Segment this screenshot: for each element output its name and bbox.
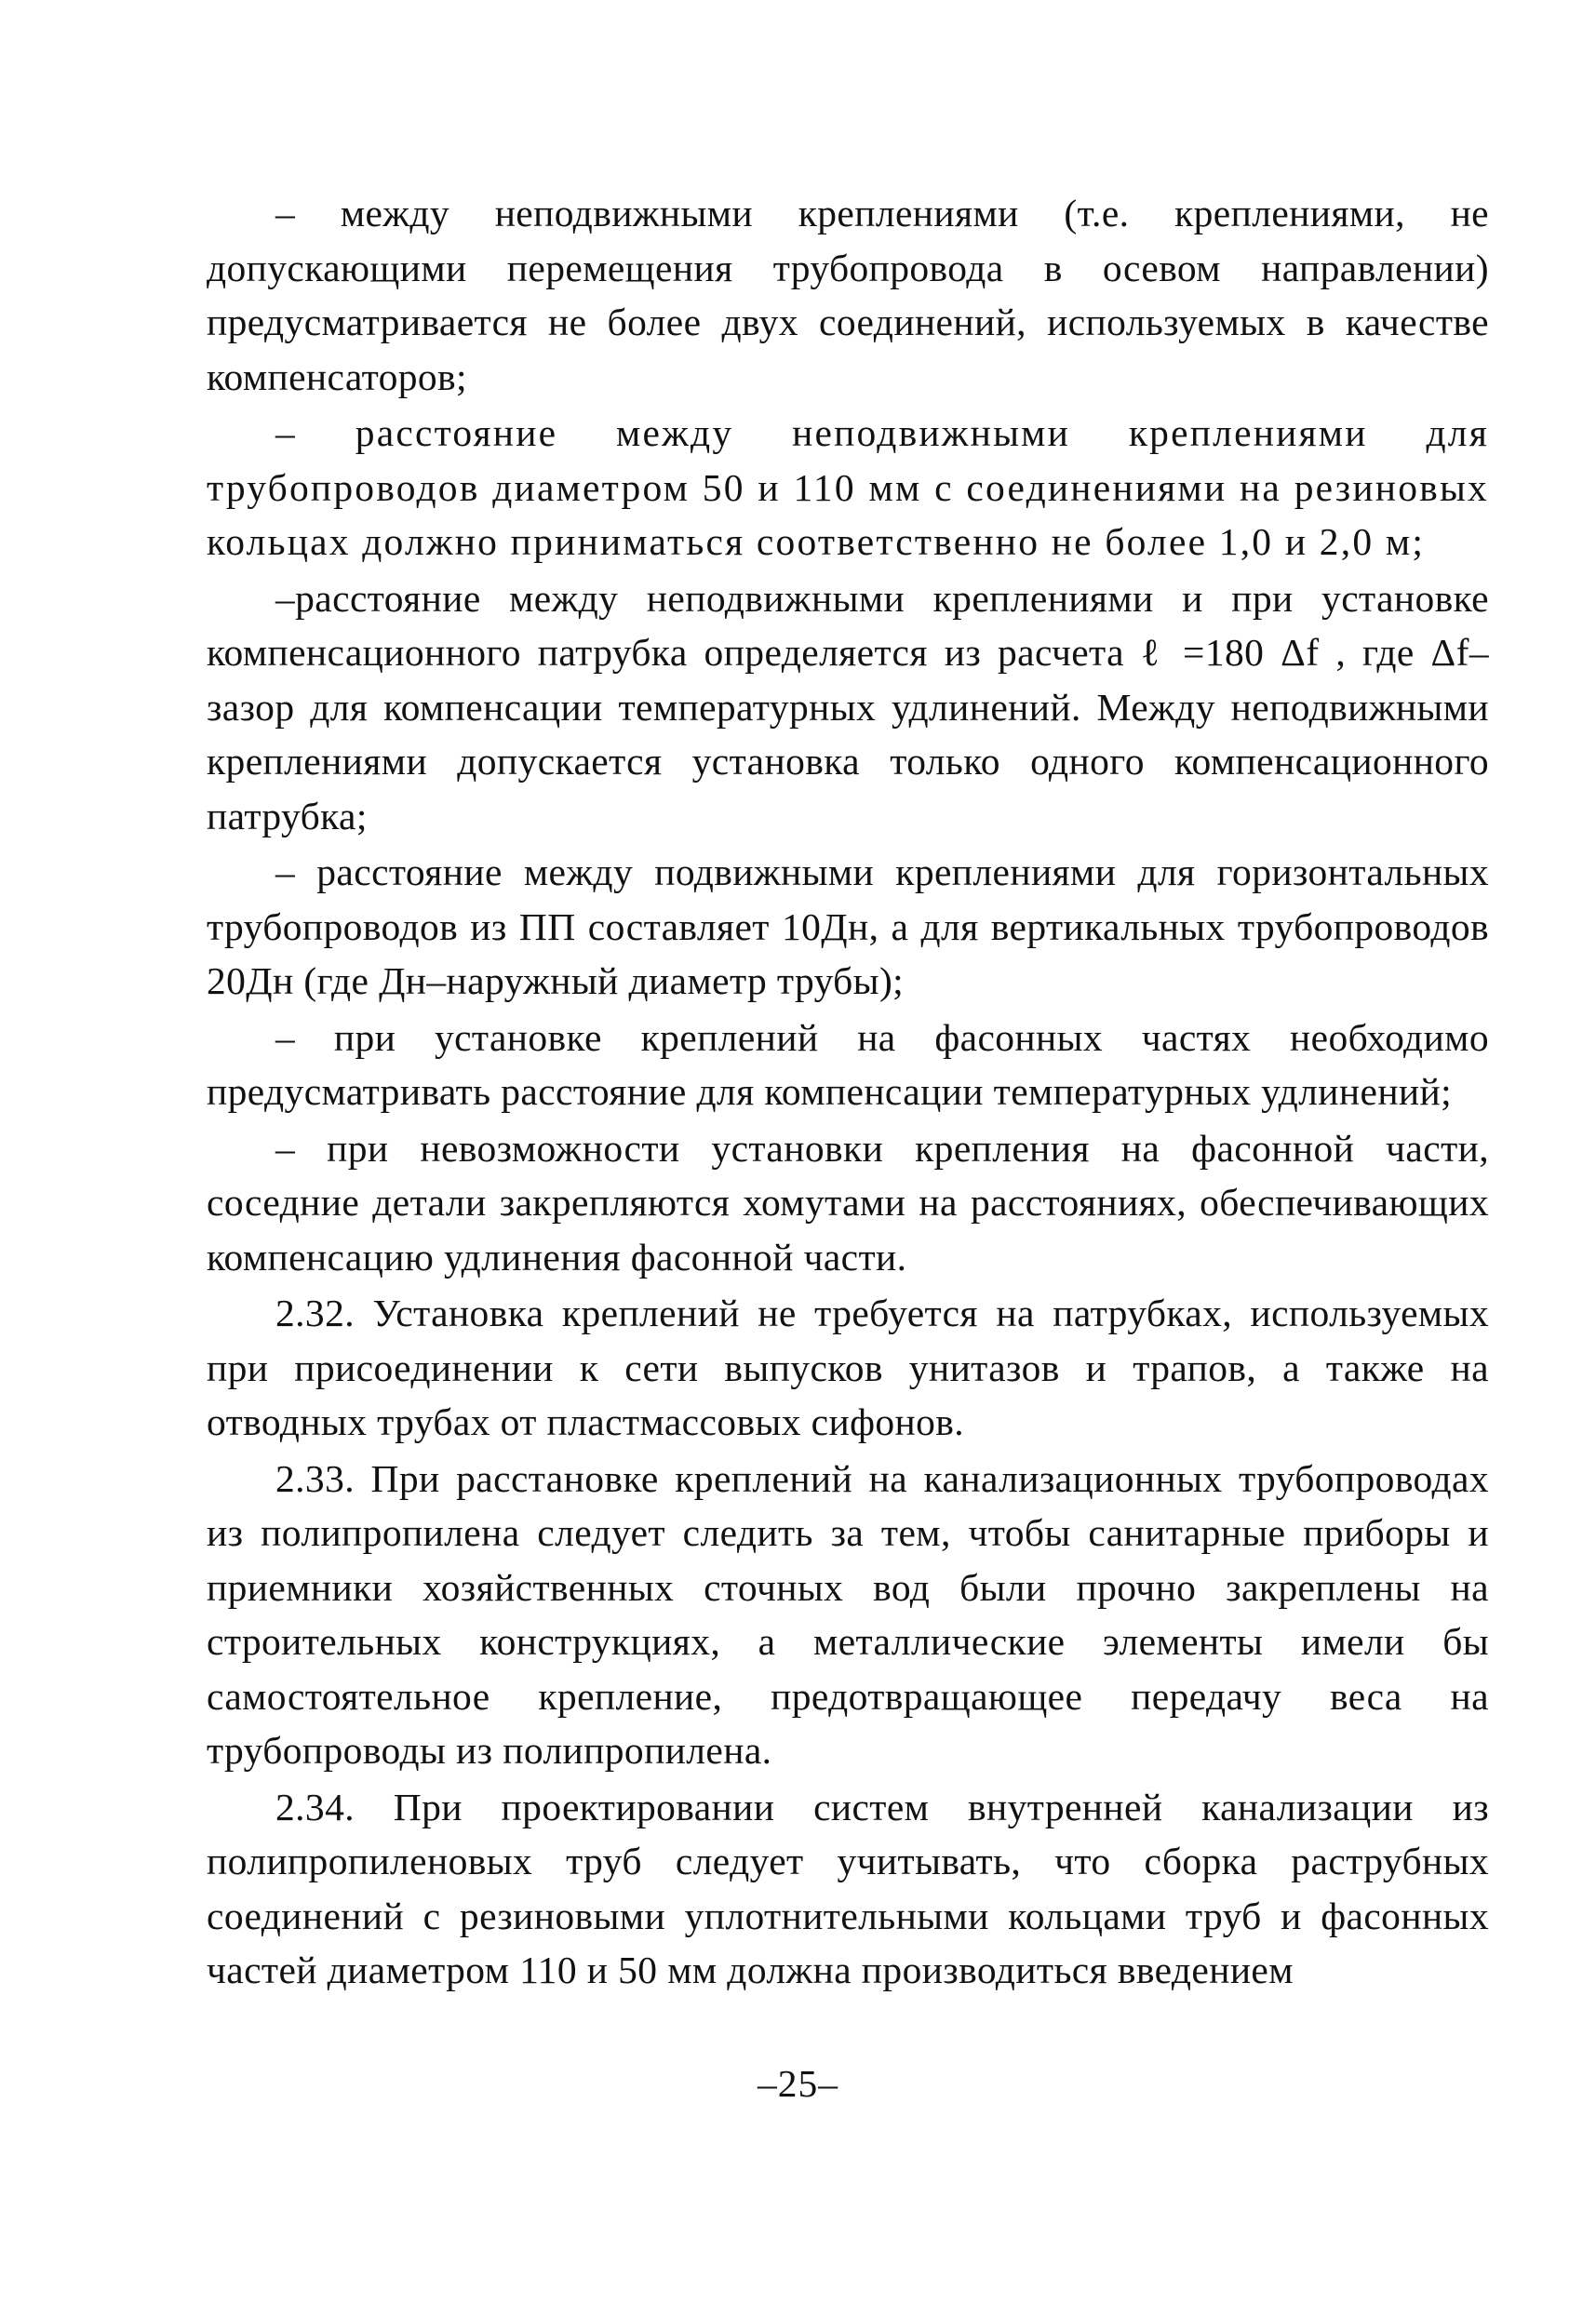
paragraph-fixed-supports-distance: – расстояние между неподвижными креплениями для трубопроводов диаметром 50 и 110 мм с соединениями на резиновых кольцах должно приниматься соответственно не более 1,0 и 2,0 м; [207,411,1489,563]
paragraph-2-32: 2.32. Установка креплений не требуется на патрубках, используемых при присоединении к сети выпусков унитазов и трапов, а также на отводных трубах от пластмассовых сифонов. [207,1292,1489,1443]
page-number: –25– [758,2062,838,2105]
paragraph-2-33: 2.33. При расстановке креплений на канализационных трубопроводах из полипропилена следует следить за тем, чтобы санитарные приборы и приемники хозяйственных сточных вод были прочно закреплены на строительных конструкциях, а металлические элементы имели бы самостоятельное крепление, предотвращающее передачу веса на трубопроводы из полипропилена. [207,1456,1489,1772]
paragraph-fixed-supports-compensators: – между неподвижными креплениями (т.е. креплениями, не допускающими перемещения трубопровода в осевом направлении) предусматривается не более двух соединений, используемых в качестве компенсаторов; [207,192,1489,398]
paragraph-compensation-pipe-calculation: –расстояние между неподвижными креплениями и при установке компенсационного патрубка определяется из расчета ℓ =180 Δf , где Δf– зазор для компенсации температурных удлинений. Между неподвижными креплениями допускается установка только одного компенсационного патрубка; [207,576,1489,837]
paragraph-2-34: 2.34. При проектировании систем внутренней канализации из полипропиленовых труб следует учитывать, что сборка раструбных соединений с резиновыми уплотнительными кольцами труб и фасонных частей диаметром 110 и 50 мм должна производиться введением [207,1785,1489,1991]
document-body [207,186,1489,2000]
paragraph-adjacent-parts-clamps: – при невозможности установки крепления на фасонной части, соседние детали закрепляются хомутами на расстояниях, обеспечивающих компенсацию удлинения фасонной части. [207,1126,1489,1279]
paragraph-movable-supports-distance: – расстояние между подвижными креплениями для горизонтальных трубопроводов из ПП составляет 10Дн, а для вертикальных трубопроводов 20Дн (где Дн–наружный диаметр трубы); [207,850,1489,1002]
paragraph-fittings-supports: – при установке креплений на фасонных частях необходимо предусматривать расстояние для компенсации температурных удлинений; [207,1015,1489,1113]
